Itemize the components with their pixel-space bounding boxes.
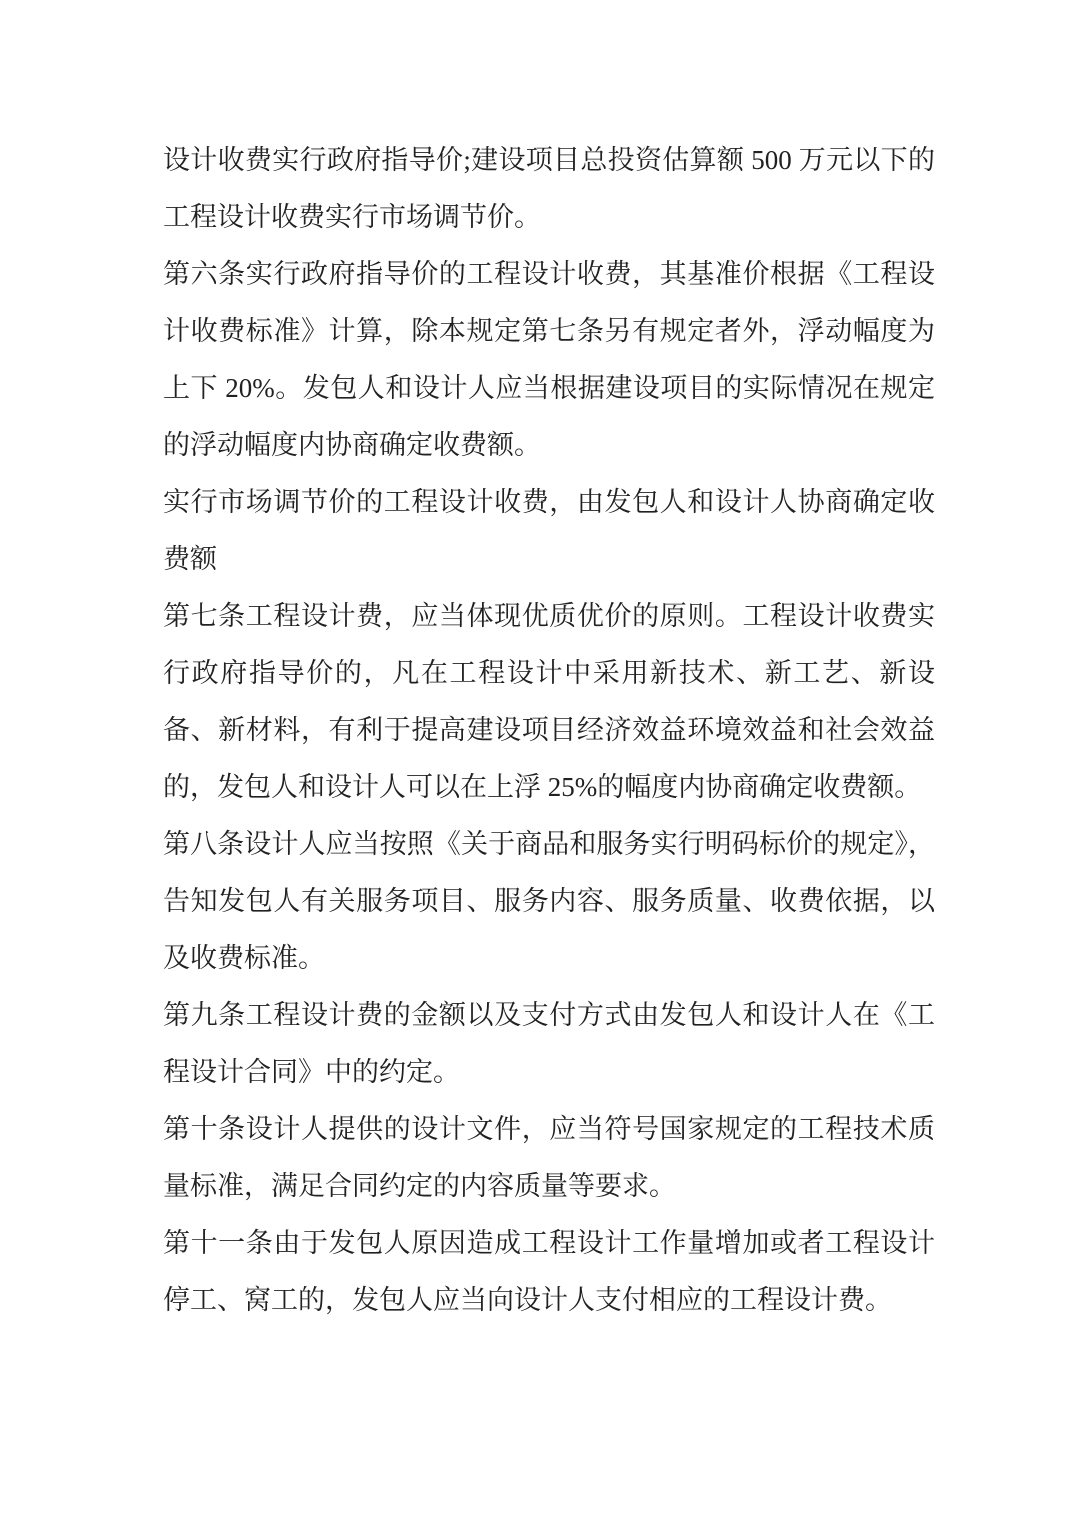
document-body (163, 132, 935, 1329)
paragraph-6: 第九条工程设计费的金额以及支付方式由发包人和设计人在《工程设计合同》中的约定。 (163, 1000, 935, 1087)
paragraph-1: 设计收费实行政府指导价;建设项目总投资估算额 500 万元以下的工程设计收费实行市场调节价。 (163, 145, 935, 232)
paragraph-5: 第八条设计人应当按照《关于商品和服务实行明码标价的规定》，告知发包人有关服务项目、服务内容、服务质量、收费依据，以及收费标准。 (163, 829, 935, 973)
paragraph-4: 第七条工程设计费，应当体现优质优价的原则。工程设计收费实行政府指导价的，凡在工程设计中采用新技术、新工艺、新设备、新材料，有利于提高建设项目经济效益环境效益和社会效益的，发包人和设计人可以在上浮 25%的幅度内协商确定收费额。 (163, 601, 935, 802)
paragraph-3: 实行市场调节价的工程设计收费，由发包人和设计人协商确定收费额 (163, 487, 935, 574)
paragraph-7: 第十条设计人提供的设计文件，应当符号国家规定的工程技术质量标准，满足合同约定的内容质量等要求。 (163, 1114, 935, 1201)
paragraph-2: 第六条实行政府指导价的工程设计收费，其基准价根据《工程设计收费标准》计算，除本规定第七条另有规定者外，浮动幅度为上下 20%。发包人和设计人应当根据建设项目的实际情况在规定的浮动幅度内协商确定收费额。 (163, 259, 935, 460)
paragraph-8: 第十一条由于发包人原因造成工程设计工作量增加或者工程设计停工、窝工的，发包人应当向设计人支付相应的工程设计费。 (163, 1228, 935, 1315)
